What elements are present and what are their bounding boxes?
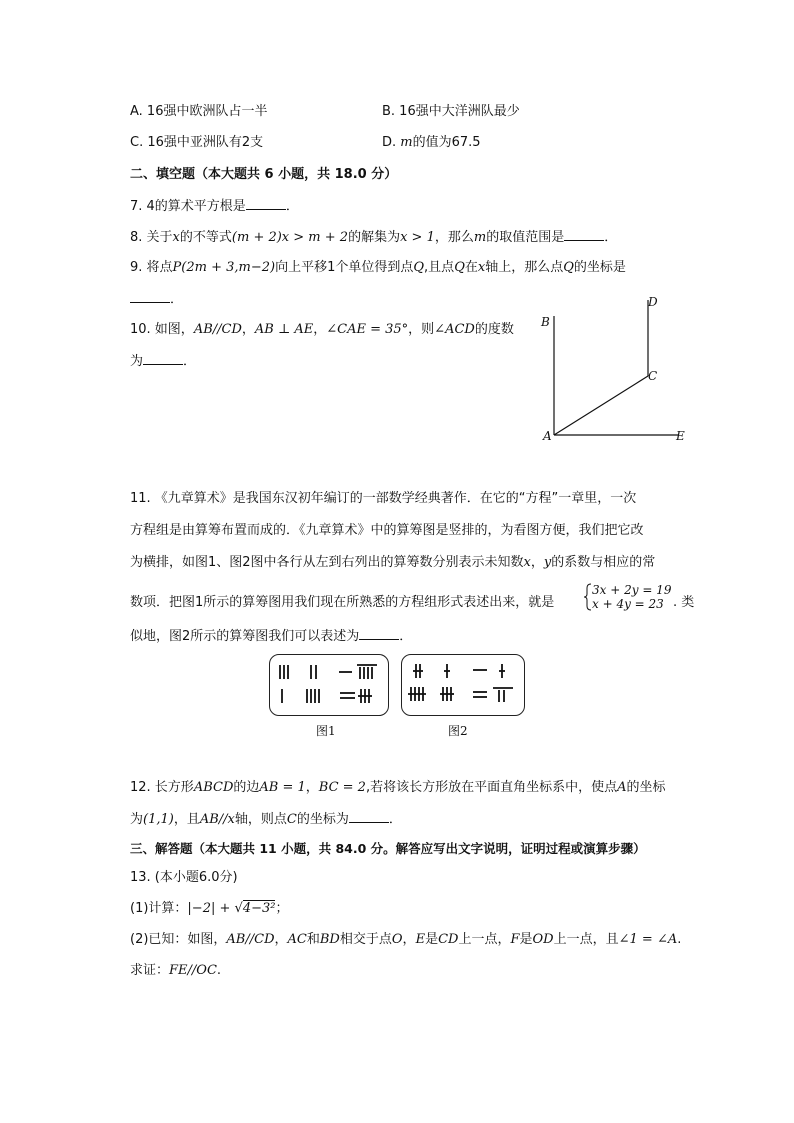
question-12: 12. 长方形ABCD的边AB = 1，BC = 2,若将该长方形放在平面直角坐标系中，使点A的坐标 xyxy=(130,780,666,795)
question-7: 7. 4的算术平方根是 ． xyxy=(130,199,299,214)
label-a: A xyxy=(543,429,552,443)
section-3-title: 三、解答题（本大题共 11 小题，共 84.0 分。解答应写出文字说明，证明过程或演算步骤） xyxy=(130,841,646,856)
question-11-line5: 似地，图2所示的算筹图我们可以表述为 ． xyxy=(130,629,413,644)
question-12-line2: 为(1,1)，且AB//x轴，则点C的坐标为 ． xyxy=(130,812,402,827)
question-11-line4-end: . 类 xyxy=(673,595,695,610)
figure-2-caption: 图2 xyxy=(448,724,468,738)
label-b: B xyxy=(541,315,550,329)
figure-1-caption: 图1 xyxy=(316,724,336,738)
q10-figure xyxy=(535,290,705,450)
sqrt-icon: √ xyxy=(234,901,243,916)
equation-2: x + 4y = 23 xyxy=(592,597,664,611)
q6-option-b: B. 16强中大洋洲队最少 xyxy=(382,104,520,119)
question-11-line2: 方程组是由算筹布置而成的．《九章算术》中的算筹图是竖排的，为看图方便，我们把它改 xyxy=(130,523,644,538)
answer-blank xyxy=(349,810,389,823)
label-e: E xyxy=(676,429,685,443)
label-d: D xyxy=(648,295,658,309)
equation-1: 3x + 2y = 19 xyxy=(592,583,672,597)
q6-option-d: D. m的值为67.5 xyxy=(382,135,481,150)
question-10: 10. 如图，AB//CD，AB ⊥ AE，∠CAE = 35°，则∠ACD的度数 xyxy=(130,322,514,337)
label-c: C xyxy=(648,369,658,383)
counting-rods-fig2 xyxy=(401,654,525,716)
question-10-line2: 为 ． xyxy=(130,354,197,369)
answer-blank xyxy=(564,228,604,241)
line-ac xyxy=(554,376,648,435)
answer-blank xyxy=(143,352,183,365)
answer-blank xyxy=(359,627,399,640)
question-8: 8. 关于x的不等式(m + 2)x > m + 2的解集为x > 1，那么m的取值范围是 ． xyxy=(130,230,618,245)
question-13-part1: (1)计算：|−2| + √4−3²； xyxy=(130,901,289,916)
question-13-proof: 求证：FE//OC. xyxy=(130,963,222,978)
question-11-line3: 为横排，如图1、图2图中各行从左到右列出的算筹数分别表示未知数x，y的系数与相应的常 xyxy=(130,555,656,570)
question-9: 9. 将点P(2m + 3,m−2)向上平移1个单位得到点Q,且点Q在x轴上，那么点Q的坐标是 xyxy=(130,260,626,275)
question-11-line1: 11. 《九章算术》是我国东汉初年编订的一部数学经典著作．在它的“方程”一章里，一次 xyxy=(130,491,637,506)
answer-blank xyxy=(130,290,170,303)
answer-blank xyxy=(246,197,286,210)
question-13-part2: (2)已知：如图，AB//CD，AC和BD相交于点O，E是CD上一点，F是OD上一点，且∠1 = ∠A. xyxy=(130,932,682,947)
question-11-line4: 数项．把图1所示的算筹图用我们现在所熟悉的方程组形式表述出来，就是 xyxy=(130,595,555,610)
q6-option-c: C. 16强中亚洲队有2支 xyxy=(130,135,264,150)
q6-option-a: A. 16强中欧洲队占一半 xyxy=(130,104,268,119)
counting-rods-fig1 xyxy=(269,654,389,716)
question-13-header: 13. (本小题6.0分) xyxy=(130,870,238,885)
question-9-line2: ． xyxy=(130,290,183,309)
section-2-title: 二、填空题（本大题共 6 小题，共 18.0 分） xyxy=(130,167,398,182)
